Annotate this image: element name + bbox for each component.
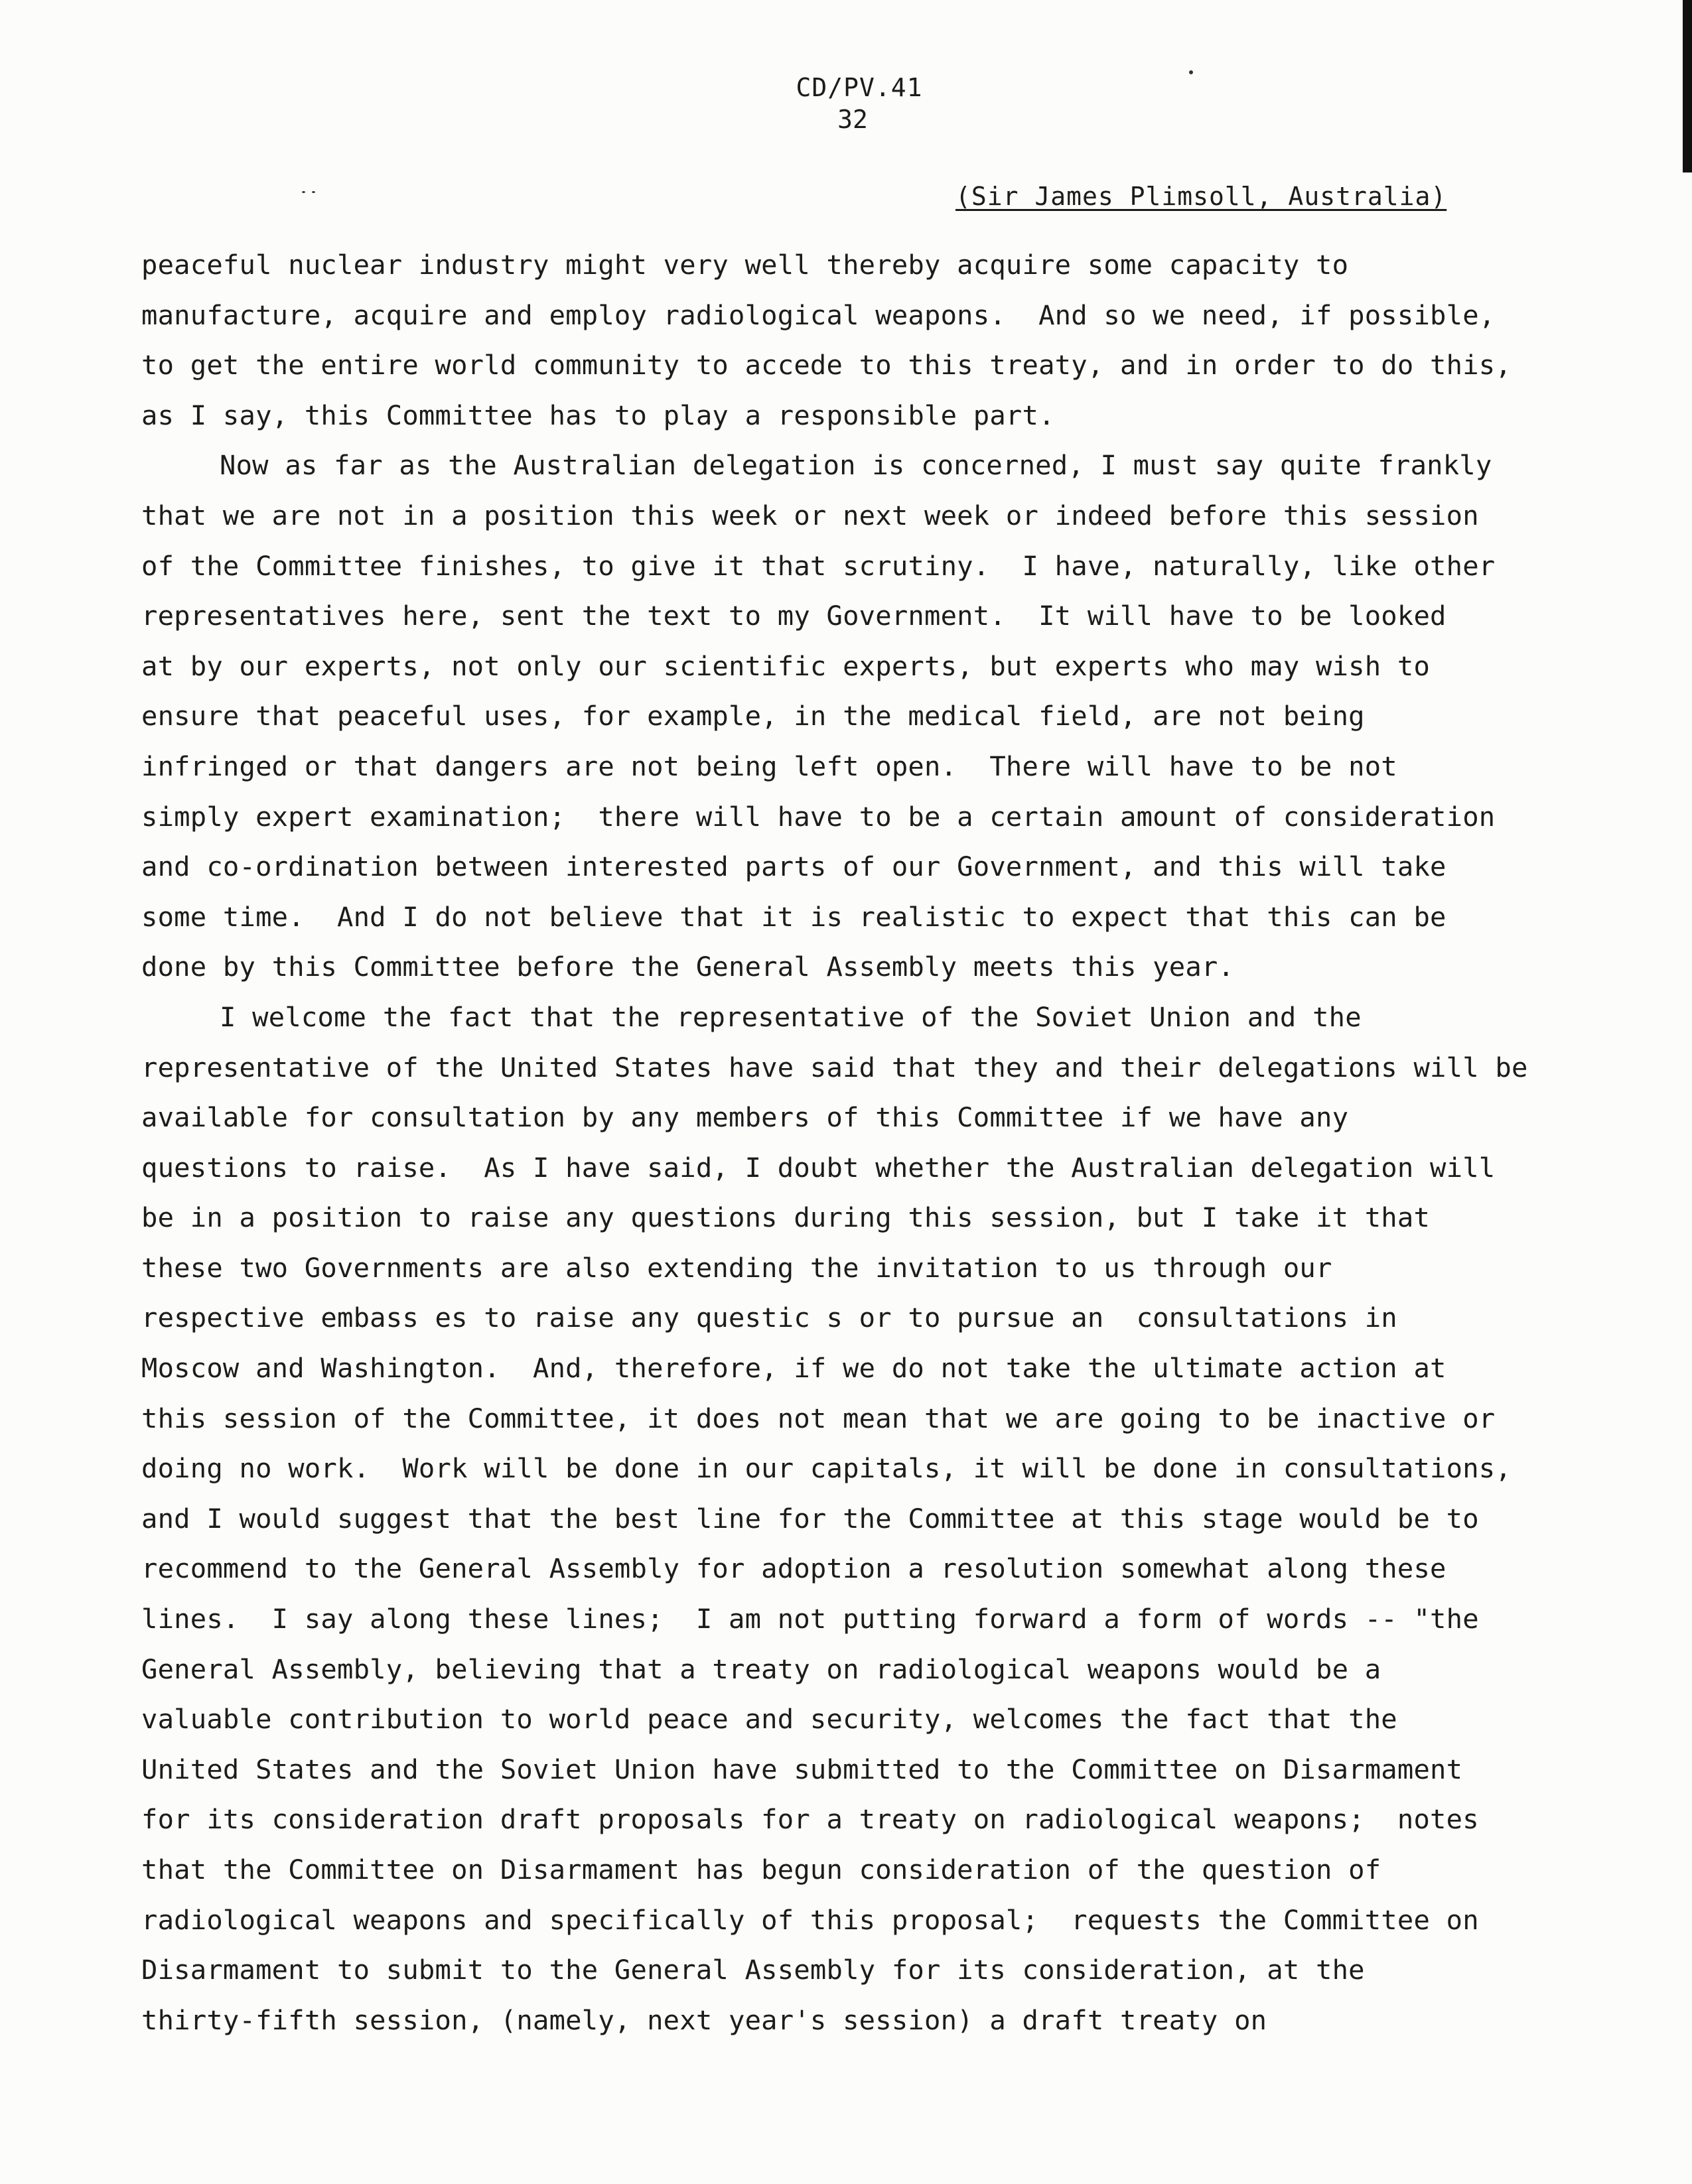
speaker-attribution [955,180,1446,212]
text-line: representatives here, sent the text to my Government. It will have to be looked [141,600,1446,632]
text-line: ensure that peaceful uses, for example, in the medical field, are not being [141,700,1365,732]
text-line: of the Committee finishes, to give it that scrutiny. I have, naturally, like other [141,549,1496,582]
text-line: representative of the United States have said that they and their delegations will be [141,1051,1528,1083]
text-line: I welcome the fact that the representative of the Soviet Union and the [220,1000,1362,1033]
text-line: doing no work. Work will be done in our capitals, it will be done in consultations, [141,1452,1512,1485]
text-line: General Assembly, believing that a treaty on radiological weapons would be a [141,1653,1381,1685]
text-line: available for consultation by any members of this Committee if we have any [141,1101,1349,1134]
text-line: to get the entire world community to accede to this treaty, and in order to do this, [141,349,1512,381]
text-line: infringed or that dangers are not being left open. There will have to be not [141,750,1397,782]
document-symbol: CD/PV.41 [796,73,923,102]
page-number: 32 [837,105,868,134]
text-line: as I say, this Committee has to play a responsible part. [141,399,1055,431]
text-line: lines. I say along these lines; I am not putting forward a form of words -- "the [141,1603,1479,1635]
text-line: this session of the Committee, it does not mean that we are going to be inactive or [141,1402,1496,1434]
text-line: radiological weapons and specifically of this proposal; requests the Committee on [141,1903,1479,1936]
text-line: at by our experts, not only our scientific experts, but experts who may wish to [141,649,1431,682]
speech-body [141,240,1541,2045]
text-line: done by this Committee before the General Assembly meets this year. [141,951,1235,983]
text-line: some time. And I do not believe that it is realistic to expect that this can be [141,900,1446,933]
text-line: for its consideration draft proposals for a treaty on radiological weapons; notes [141,1803,1479,1836]
scan-speck [312,191,315,193]
text-line: valuable contribution to world peace and security, welcomes the fact that the [141,1703,1397,1736]
text-line: simply expert examination; there will have to be a certain amount of consideration [141,800,1496,833]
text-line: questions to raise. As I have said, I doubt whether the Australian delegation will [141,1151,1496,1184]
scan-speck [1189,70,1193,74]
text-line: be in a position to raise any questions during this session, but I take it that [141,1201,1431,1234]
text-line: Disarmament to submit to the General Assembly for its consideration, at the [141,1954,1365,1986]
text-line: these two Governments are also extending the invitation to us through our [141,1251,1332,1284]
text-line: that the Committee on Disarmament has begun consideration of the question of [141,1854,1381,1885]
text-line: Now as far as the Australian delegation is concerned, I must say quite frankly [220,449,1492,482]
text-line: that we are not in a position this week or next week or indeed before this session [141,499,1479,531]
speaker-name: (Sir James Plimsoll, Australia) [955,182,1447,211]
text-line: thirty-fifth session, (namely, next year's session) a draft treaty on [141,2004,1267,2036]
text-line: and co-ordination between interested parts of our Government, and this will take [141,851,1446,883]
text-line: United States and the Soviet Union have submitted to the Committee on Disarmament [141,1753,1463,1785]
text-line: manufacture, acquire and employ radiological weapons. And so we need, if possible, [141,299,1496,331]
text-line: respective embass es to raise any questic s or to pursue an consultations in [141,1302,1397,1334]
text-line: peaceful nuclear industry might very well thereby acquire some capacity to [141,249,1349,281]
text-line: and I would suggest that the best line for the Committee at this stage would be to [141,1502,1479,1535]
text-line: recommend to the General Assembly for adoption a resolution somewhat along these [141,1552,1446,1585]
text-line: Moscow and Washington. And, therefore, if we do not take the ultimate action at [141,1352,1446,1385]
scan-speck [302,191,305,193]
